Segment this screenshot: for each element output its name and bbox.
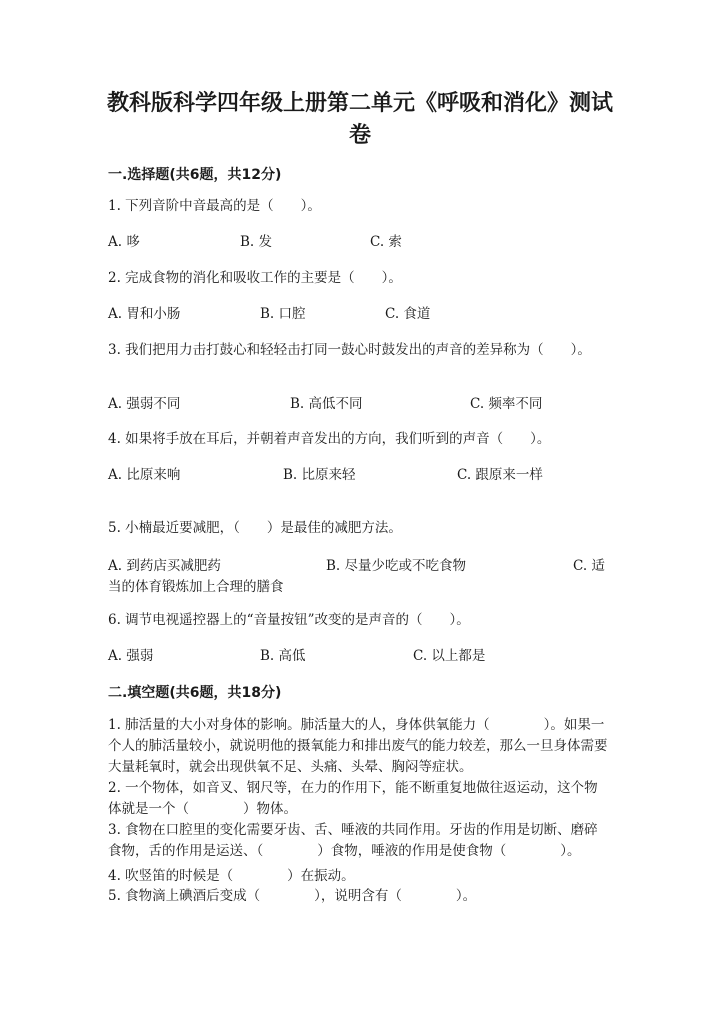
option-3c: C. 频率不同 [470, 396, 543, 412]
option-1a: A. 哆 [108, 234, 140, 250]
option-1b: B. 发 [240, 234, 273, 250]
option-3a: A. 强弱不同 [108, 396, 181, 412]
fill-item-5: 5. 食物滴上碘酒后变成（ ），说明含有（ ）。 [108, 888, 477, 904]
question-5: 5. 小楠最近要减肥，（ ）是最佳的减肥方法。 [108, 520, 402, 536]
option-6a: A. 强弱 [108, 648, 154, 664]
section-heading-fill: 二.填空题(共6题，共18分) [108, 685, 282, 701]
option-5b: B. 尽量少吃或不吃食物 [326, 558, 467, 574]
option-4b: B. 比原来轻 [283, 467, 356, 483]
option-5a: A. 到药店买减肥药 [108, 558, 221, 574]
question-2: 2. 完成食物的消化和吸收工作的主要是（ ）。 [108, 270, 402, 286]
fill-item-4: 4. 吹竖笛的时候是（ ）在振动。 [108, 868, 355, 884]
option-2a: A. 胃和小肠 [108, 306, 181, 322]
option-6c: C. 以上都是 [413, 648, 486, 664]
option-3b: B. 高低不同 [290, 396, 363, 412]
fill-item-2: 2. 一个物体，如音叉、钢尺等，在力的作用下，能不断重复地做往返运动，这个物体就是一个（ ）物体。 [108, 780, 598, 817]
section-heading-choice: 一.选择题(共6题，共12分) [108, 167, 282, 183]
fill-item-3: 3. 食物在口腔里的变化需要牙齿、舌、唾液的共同作用。牙齿的作用是切断、磨碎食物，舌的作用是运送、（ ）食物，唾液的作用是使食物（ ）。 [108, 822, 598, 859]
option-4a: A. 比原来响 [108, 467, 181, 483]
option-2b: B. 口腔 [260, 306, 306, 322]
question-4: 4. 如果将手放在耳后，并朝着声音发出的方向，我们听到的声音（ ）。 [108, 431, 551, 447]
page-title: 教科版科学四年级上册第二单元《呼吸和消化》测试卷 [106, 91, 613, 148]
option-6b: B. 高低 [260, 648, 306, 664]
option-5c: C. 适当的体育锻炼加上合理的膳食 [108, 558, 605, 595]
question-6: 6. 调节电视遥控器上的“音量按钮”改变的是声音的（ ）。 [108, 612, 470, 628]
option-1c: C. 索 [370, 234, 402, 250]
option-2c: C. 食道 [385, 306, 431, 322]
option-4c: C. 跟原来一样 [457, 467, 543, 483]
fill-item-1: 1. 肺活量的大小对身体的影响。肺活量大的人，身体供氧能力（ ）。如果一个人的肺活量较小，就说明他的摄氧能力和排出废气的能力较差，那么一旦身体需要大量耗氧时，就会出现供氧不足、头痛、头晕、胸闷等症状。 [108, 717, 608, 775]
question-1: 1. 下列音阶中音最高的是（ ）。 [108, 198, 321, 214]
question-3: 3. 我们把用力击打鼓心和轻轻击打同一鼓心时鼓发出的声音的差异称为（ ）。 [108, 342, 591, 358]
